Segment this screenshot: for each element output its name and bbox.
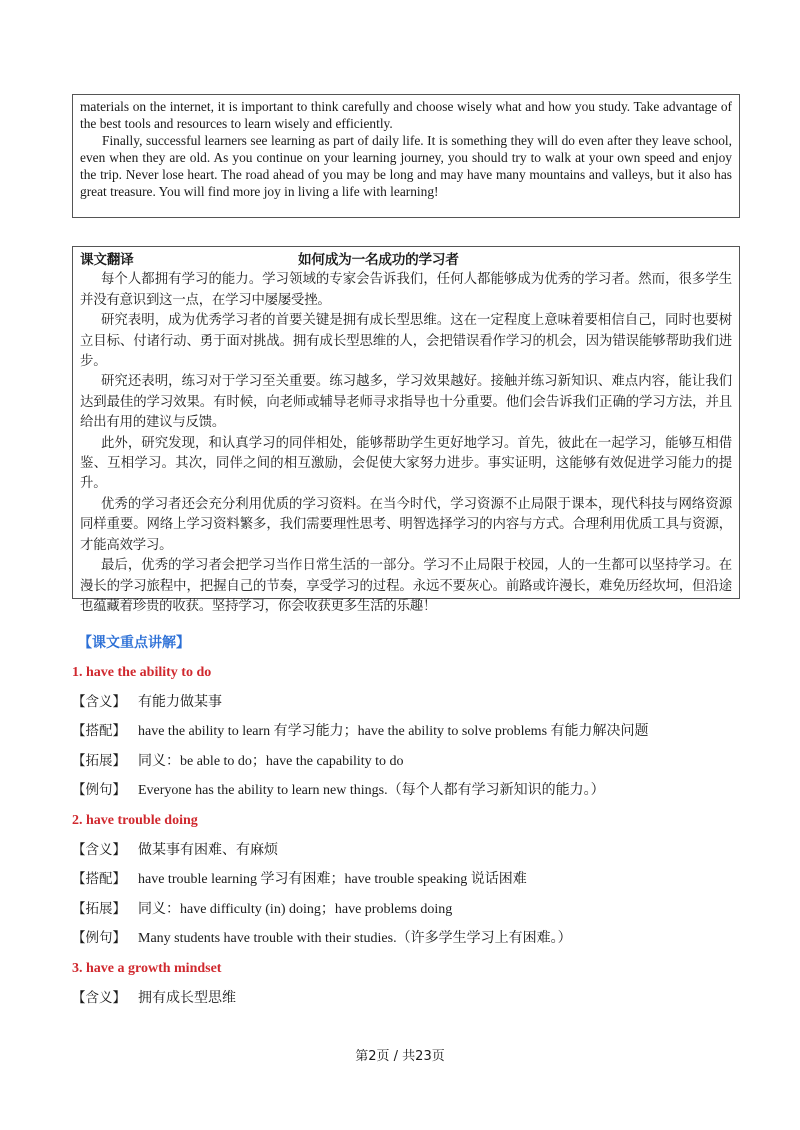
- translation-header: [80, 250, 732, 270]
- point-text: have trouble learning 学习有困难；have trouble speaking 说话困难: [138, 872, 527, 888]
- point-label: 【含义】: [72, 841, 126, 858]
- point-row: [72, 865, 752, 895]
- translation-tag: 课文翻译: [80, 252, 134, 268]
- key-points-list: [72, 658, 752, 1013]
- translation-paragraph: 研究表明，成为优秀学习者的首要关键是拥有成长型思维。这在一定程度上意味着要相信自己，同时也要树立目标、付诸行动、勇于面对挑战。拥有成长型思维的人，会把错误看作学习的机会，因为错误能够帮助我们进步。: [80, 313, 732, 370]
- point-label: 【拓展】: [72, 752, 126, 769]
- translation-paragraph: 此外，研究发现，和认真学习的同伴相处，能够帮助学生更好地学习。首先，彼此在一起学习，能够互相借鉴、互相学习。其次，同伴之间的相互激励，会促使大家努力进步。事实证明，这能够有效促进学习能力的提升。: [80, 435, 732, 492]
- point-text: 有能力做某事: [138, 693, 222, 710]
- point-row: [72, 747, 752, 777]
- translation-title: 如何成为一名成功的学习者: [298, 252, 459, 268]
- point-text: 同义：have difficulty (in) doing；have problems doing: [138, 901, 453, 917]
- point-heading: 2. have trouble doing: [72, 812, 198, 828]
- point-text: Everyone has the ability to learn new things.（每个人都有学习新知识的能力。）: [138, 783, 605, 799]
- passage-paragraph-1: materials on the internet, it is important to think carefully and choose wisely what and how you study. Take advantage of the best tools and resources to learn wisely and efficiently.: [80, 99, 732, 131]
- point-row: [72, 688, 752, 718]
- point-label: 【含义】: [72, 989, 126, 1006]
- point-text: have the ability to learn 有学习能力；have the ability to solve problems 有能力解决问题: [138, 724, 649, 740]
- point-row: [72, 984, 752, 1014]
- point-row: [72, 717, 752, 747]
- point-heading: 3. have a growth mindset: [72, 960, 222, 976]
- point-row: [72, 776, 752, 806]
- point-text: 做某事有困难、有麻烦: [138, 841, 278, 858]
- translation-paragraph: 优秀的学习者还会充分利用优质的学习资料。在当今时代，学习资源不止局限于课本，现代科技与网络资源同样重要。网络上学习资料繁多，我们需要理性思考、明智选择学习的内容与方式。合理利用优质工具与资源，才能高效学习。: [80, 496, 732, 553]
- point-heading: 1. have the ability to do: [72, 665, 212, 680]
- passage-paragraph-2: Finally, successful learners see learning as part of daily life. It is something they will do even after they leave school, even when they are old. As you continue on your learning journey, you should try to walk at your own speed and enjoy the trip. Never lose heart. The road ahead of you may be long and may have many mountains and valleys, but it also has great treasure. You will find more joy in living a life with learning!: [80, 133, 732, 199]
- point-text: 同义：be able to do；have the capability to do: [138, 753, 404, 769]
- english-passage-box: [72, 94, 740, 218]
- point-label: 【拓展】: [72, 900, 126, 917]
- translation-paragraph: 研究还表明，练习对于学习至关重要。练习越多，学习效果越好。接触并练习新知识、难点内容，能让我们达到最佳的学习效果。有时候，向老师或辅导老师寻求指导也十分重要。他们会告诉我们正确的学习方法，并且给出有用的建议与反馈。: [80, 374, 732, 431]
- point-label: 【例句】: [72, 930, 126, 947]
- point-label: 【例句】: [72, 782, 126, 799]
- translation-paragraph: 每个人都拥有学习的能力。学习领域的专家会告诉我们，任何人都能够成为优秀的学习者。然而，很多学生并没有意识到这一点，在学习中屡屡受挫。: [80, 272, 732, 308]
- point-label: 【搭配】: [72, 723, 126, 740]
- translation-box: [72, 246, 740, 614]
- point-text: 拥有成长型思维: [138, 989, 236, 1006]
- point-row: [72, 924, 752, 954]
- point-row: [72, 836, 752, 866]
- point-label: 【含义】: [72, 693, 126, 710]
- point-label: 【搭配】: [72, 871, 126, 888]
- translation-paragraph: 最后，优秀的学习者会把学习当作日常生活的一部分。学习不止局限于校园，人的一生都可以坚持学习。在漫长的学习旅程中，把握自己的节奏，享受学习的过程。永远不要灰心。前路或许漫长，难免历经坎坷，但沿途也蕴藏着珍贵的收获。坚持学习，你会收获更多生活的乐趣！: [80, 558, 732, 614]
- point-row: [72, 895, 752, 925]
- section-title: 【课文重点讲解】: [78, 635, 190, 651]
- point-text: Many students have trouble with their studies.（许多学生学习上有困难。）: [138, 931, 572, 947]
- page-footer: 第2页 / 共23页: [355, 1049, 445, 1064]
